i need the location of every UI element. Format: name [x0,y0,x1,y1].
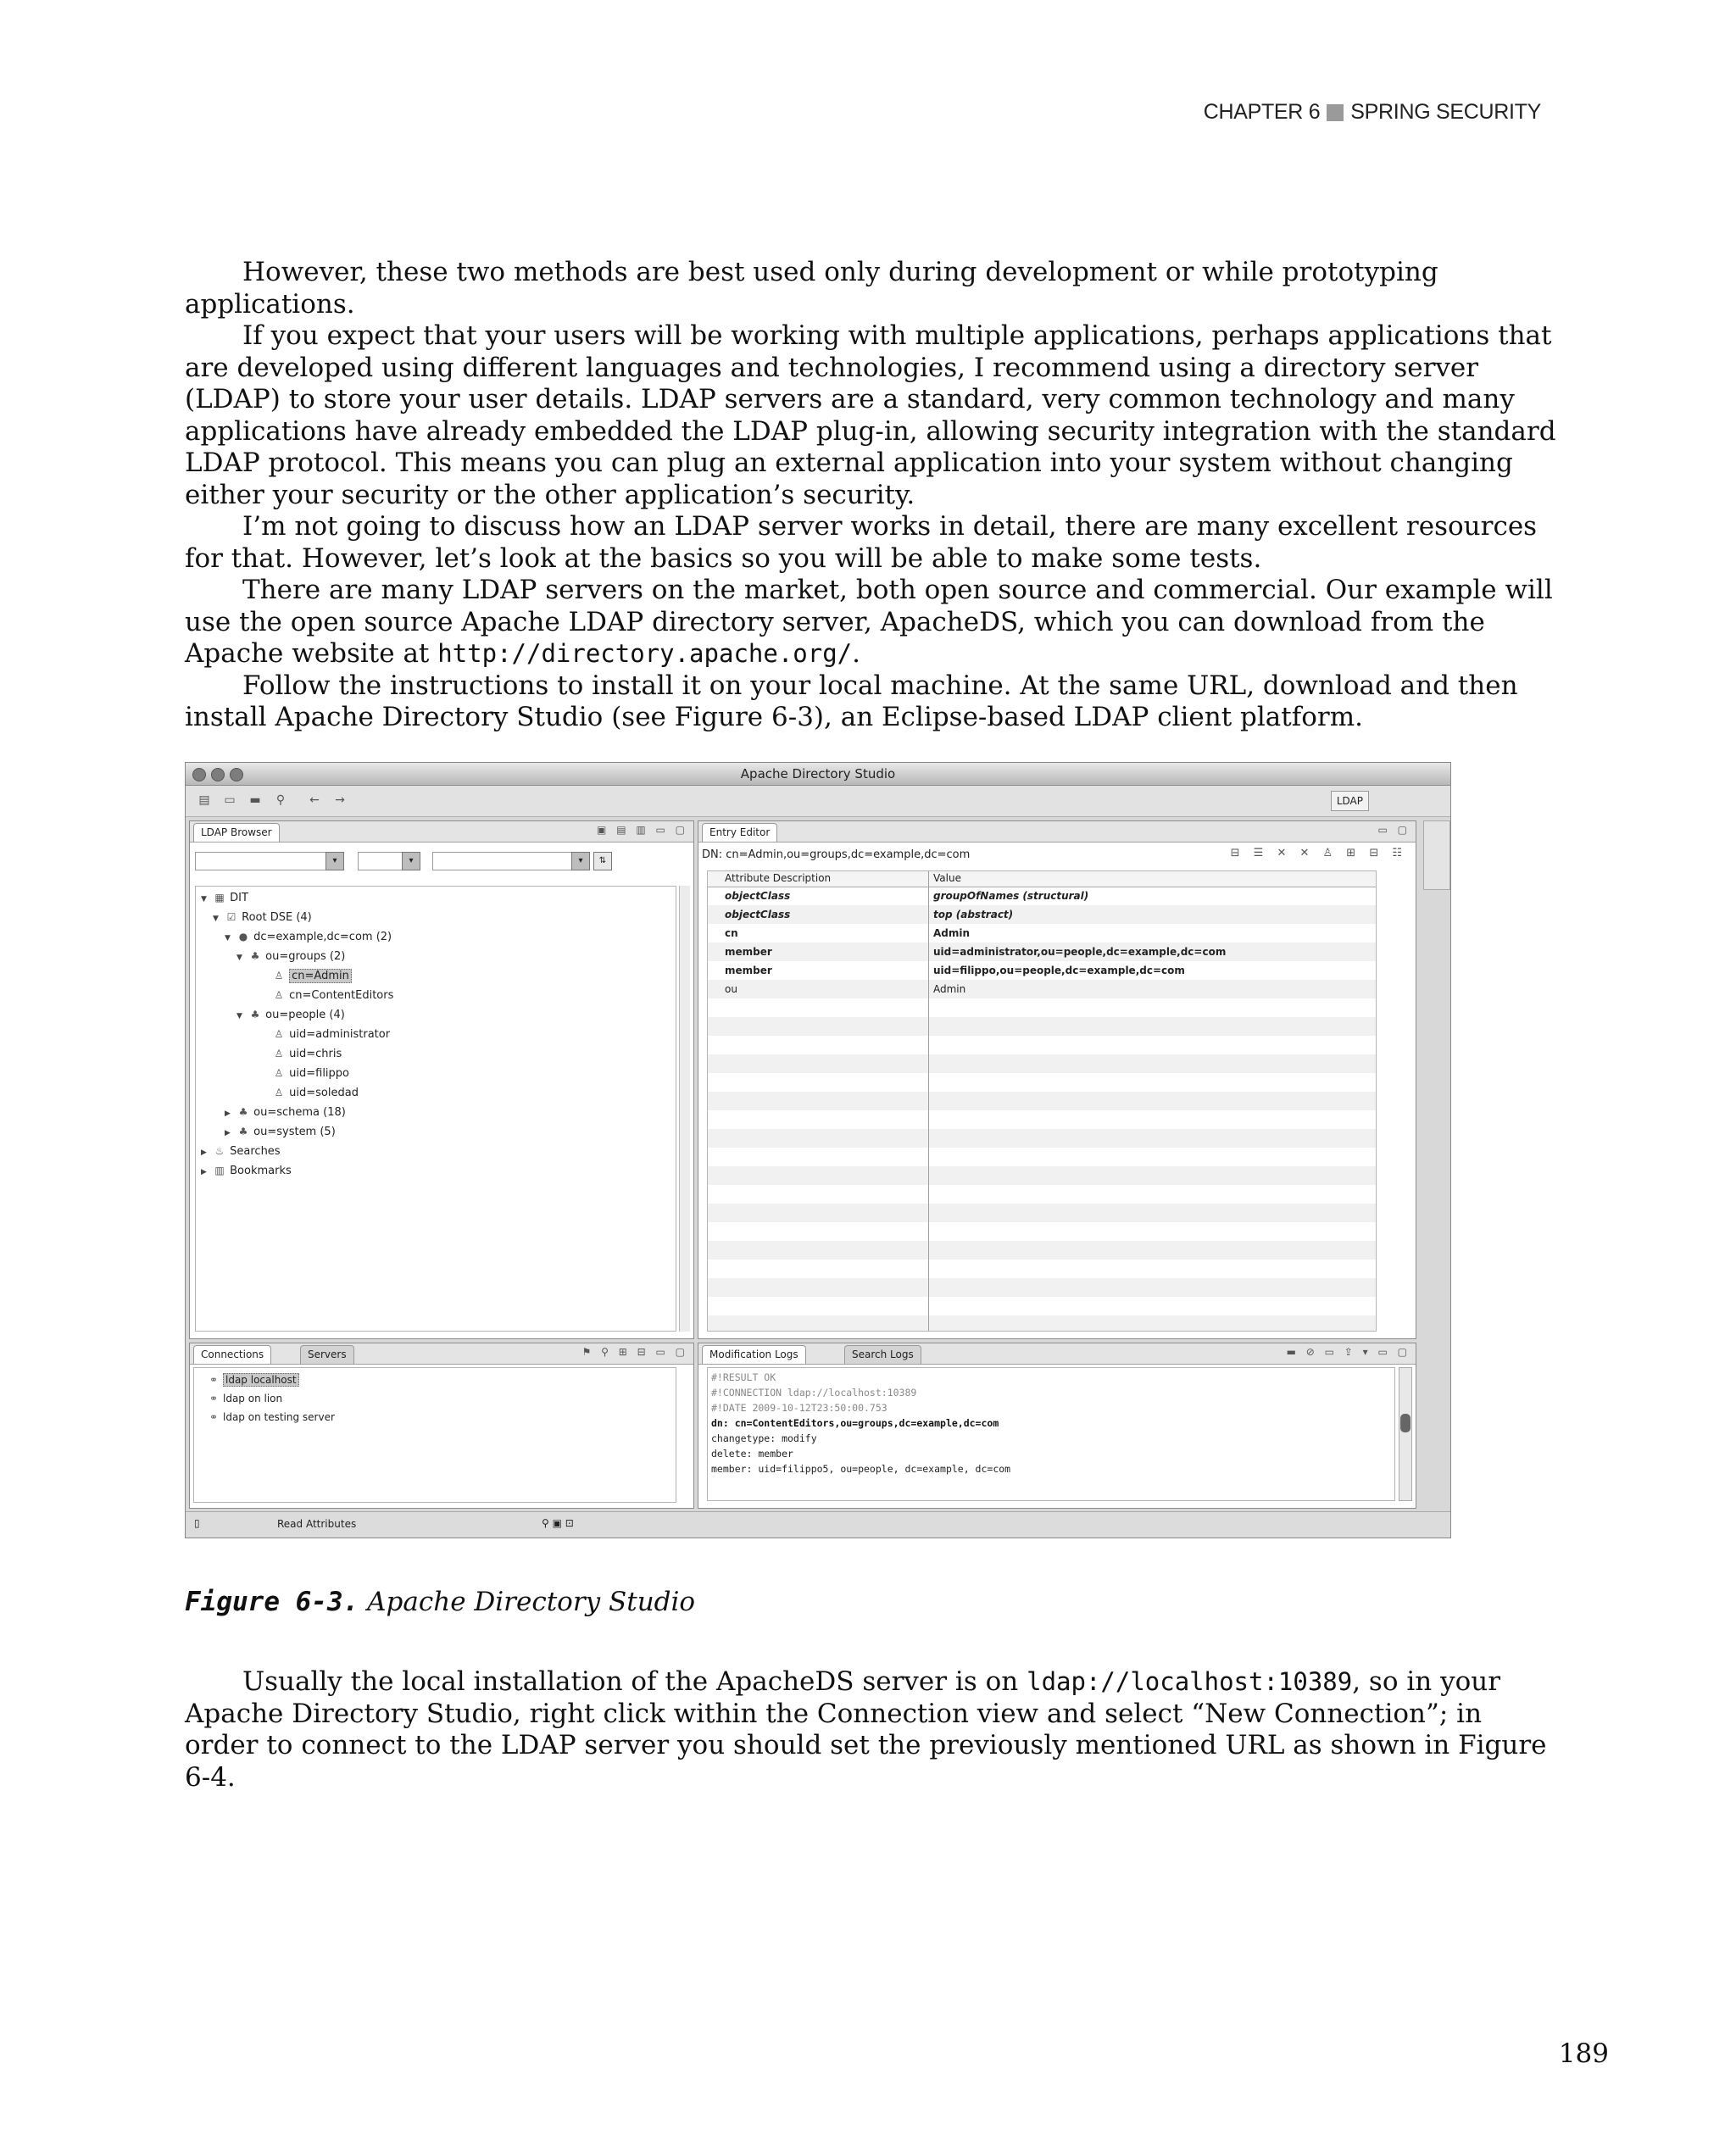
tree-node[interactable] [260,1085,359,1100]
attribute-value: Admin [933,983,966,995]
figure-label: Figure 6-3. [185,1587,359,1617]
attribute-value: uid=filippo,ou=people,dc=example,dc=com [933,965,1185,976]
entry-icon: ♣ [238,1106,248,1118]
progress-icon[interactable]: ⚲ ▣ ⊡ [542,1517,574,1529]
tab-modification-logs[interactable]: Modification Logs [702,1345,806,1364]
connection-icon: ⚭ [209,1374,219,1386]
paragraph-5: Follow the instructions to install it on your local machine. At the same URL, download and then install Apache Directory Studio (see Figure 6-3), an Eclipse-based LDAP client platform. [185,670,1518,732]
attribute-value: uid=administrator,ou=people,dc=example,dc=com [933,946,1227,958]
expand-icon[interactable]: ▶ [201,1168,207,1176]
view-controls-icon[interactable]: ▬ ⊘ ▭ ⇪ ▾ ▭ ▢ [1286,1346,1410,1358]
column-header[interactable]: Value [933,872,961,884]
tree-node[interactable] [260,968,352,983]
tree-node[interactable] [201,890,248,905]
paragraph-6-end: , so in your Apache Directory Studio, right click within the Connection view and select “New Connection”; in order to connect to the LDAP server you should set the previously mentioned URL as shown in Figure 6-4. [185,1666,1547,1793]
chevron-down-icon[interactable]: ▾ [326,852,344,870]
figure-screenshot [185,762,1451,1538]
log-view [707,1367,1395,1501]
attribute-value: top (abstract) [933,909,1014,920]
attribute-name: ou [725,983,737,995]
attribute-name: objectClass [725,890,791,902]
page-number: 189 [1558,2038,1609,2069]
view-controls-icon[interactable]: ▭ ▢ [1377,824,1410,836]
collapse-icon[interactable]: ▼ [236,1012,242,1020]
attribute-value: groupOfNames (structural) [933,890,1089,902]
log-scroll-thumb[interactable] [1400,1414,1410,1432]
log-scrollbar[interactable] [1399,1367,1412,1501]
connection-icon: ⚭ [209,1393,219,1404]
entry-icon: ♙ [274,1087,284,1098]
window-controls [192,768,243,781]
figure-caption [185,1587,695,1617]
ldap-browser-tabrow [190,821,693,842]
log-line: #!RESULT OK [711,1371,776,1383]
expand-icon[interactable]: ▶ [225,1109,231,1118]
view-controls-icon[interactable]: ▣ ▤ ▥ ▭ ▢ [597,824,688,836]
entry-icon: ♣ [250,1009,260,1020]
log-line: changetype: modify [711,1432,817,1444]
expand-icon[interactable]: ▶ [201,1148,207,1157]
connection-item[interactable] [209,1409,335,1426]
print-icon[interactable]: ▬ [249,793,261,807]
save-icon[interactable]: ▭ [224,793,236,807]
log-line: dn: cn=ContentEditors,ou=groups,dc=example,dc=com [711,1417,999,1429]
log-line: delete: member [711,1448,793,1460]
entry-icon: ♙ [274,1028,284,1040]
tree-node-label: Bookmarks [230,1165,292,1177]
tree-node[interactable] [225,929,392,944]
attribute-name: member [725,965,772,976]
apache-url: http://directory.apache.org/ [437,639,853,668]
search-icon[interactable]: ⚲ [275,793,286,807]
tree-node-label: Root DSE (4) [242,911,312,924]
logs-panel [698,1343,1416,1509]
editor-toolbar-icons[interactable]: ⊟ ☰ ✕ ✕ ♙ ⊞ ⊟ ☷ [1230,847,1407,859]
paragraph-3: I’m not going to discuss how an LDAP server works in detail, there are many excellent resources for that. However, let’s look at the basics so you will be able to make some tests. [185,511,1538,574]
entry-icon: ♙ [274,1048,284,1059]
connections-tabrow [190,1343,693,1365]
paragraph-1: However, these two methods are best used only during development or while prototyping applications. [185,257,1438,320]
entry-icon: ♣ [238,1126,248,1137]
tree-node[interactable] [225,1104,346,1120]
tab-servers[interactable]: Servers [300,1345,354,1364]
tree-node[interactable] [213,909,312,925]
connection-item[interactable] [209,1371,299,1388]
tree-node[interactable] [225,1124,336,1139]
collapse-icon[interactable]: ▼ [236,954,242,962]
paragraph-2: If you expect that your users will be working with multiple applications, perhaps applications that are developed using different languages and technologies, I recommend using a directory server (LDAP) to store your user details. LDAP servers are a standard, very common technology and many applications have already embedded the LDAP plug-in, allowing security integration with the standard LDAP protocol. This means you can plug an external application into your system without changing either your security or the other application’s security. [185,320,1556,510]
tree-scrollbar[interactable] [679,886,690,1332]
paragraph-4-end: . [852,638,860,669]
paragraph-6 [185,1666,1562,1793]
log-line: member: uid=filippo5, ou=people, dc=example, dc=com [711,1463,1011,1475]
entry-icon: ▦ [214,892,225,904]
connection-label: ldap on testing server [223,1411,335,1423]
paragraph-6-text: Usually the local installation of the ApacheDS server is on [242,1666,1027,1697]
entry-icon: ♙ [274,1067,284,1079]
filter-input-3[interactable] [432,852,588,870]
status-text: Read Attributes [277,1518,357,1530]
view-controls-icon[interactable]: ⚑ ⚲ ⊞ ⊟ ▭ ▢ [581,1346,688,1358]
value-column [928,871,1376,1331]
tree-node[interactable] [260,1046,342,1061]
ldap-browser-panel [189,820,694,1339]
tree-node-label: uid=filippo [289,1067,350,1080]
tab-connections[interactable]: Connections [193,1345,271,1364]
section-label: SPRING SECURITY [1350,100,1541,124]
tree-node-label: uid=soledad [289,1087,359,1099]
running-header [1204,100,1541,125]
connections-panel [189,1343,694,1509]
logs-tabrow [698,1343,1416,1365]
attribute-column [708,871,929,1331]
paragraph-4 [185,575,1562,670]
filter-row [195,852,688,870]
status-icon: ▯ [194,1517,200,1529]
ldap-tree [195,886,676,1332]
entry-editor-tabrow [698,821,1416,842]
new-icon[interactable]: ▤ [198,793,210,807]
close-window-button[interactable] [192,768,206,781]
figure-title: Apache Directory Studio [367,1587,696,1617]
tree-node[interactable] [260,1026,390,1042]
body-bottom [185,1666,1562,1793]
header-separator [1327,104,1344,121]
attribute-name: cn [725,927,738,939]
connection-label: ldap on lion [223,1393,283,1404]
tree-node-label: ou=system (5) [253,1126,336,1138]
tree-node-label: DIT [230,892,248,904]
connection-list [193,1367,676,1503]
attribute-value: Admin [933,927,971,939]
filter-input-1[interactable] [195,852,342,870]
sort-icon[interactable]: ⇅ [593,852,612,870]
collapse-icon[interactable]: ▼ [225,934,231,943]
entry-icon: ♙ [274,970,284,982]
collapse-icon[interactable]: ▼ [201,895,207,904]
chapter-label: CHAPTER 6 [1203,100,1321,124]
tree-node[interactable] [236,948,345,964]
tree-node[interactable] [201,1163,292,1178]
entry-icon: ♣ [250,950,260,962]
tree-node[interactable] [260,987,393,1003]
attribute-name: objectClass [725,909,791,920]
tree-node[interactable] [236,1007,345,1022]
tree-node[interactable] [201,1143,281,1159]
connection-item[interactable] [209,1390,282,1407]
entry-icon: ♙ [274,989,284,1001]
tree-node-label: Searches [230,1145,281,1158]
tree-node-label: cn=Admin [289,969,352,983]
tree-node[interactable] [260,1065,349,1081]
side-toolbar[interactable] [1423,820,1450,890]
tree-node-label: uid=administrator [289,1028,391,1041]
tab-entry-editor[interactable]: Entry Editor [702,823,777,842]
tree-node-label: ou=schema (18) [253,1106,346,1119]
body-top [185,257,1562,734]
connection-label: ldap localhost [223,1373,299,1387]
status-bar [186,1511,1450,1538]
tree-node-label: dc=example,dc=com (2) [253,931,392,943]
back-icon[interactable]: ← [309,793,320,807]
connection-icon: ⚭ [209,1411,219,1423]
entry-icon: ▥ [214,1165,225,1176]
ldap-perspective-button[interactable]: LDAP [1331,791,1369,811]
window-title: Apache Directory Studio [740,766,896,781]
chevron-down-icon[interactable]: ▾ [402,852,420,870]
attribute-table [707,870,1377,1332]
column-header[interactable]: Attribute Description [725,872,832,884]
log-line: #!CONNECTION ldap://localhost:10389 [711,1387,917,1399]
tree-node-label: cn=ContentEditors [289,989,394,1002]
zoom-window-button[interactable] [230,768,243,781]
entry-icon: ☑ [226,911,236,923]
dn-label: DN: cn=Admin,ou=groups,dc=example,dc=com [702,848,971,861]
collapse-icon[interactable]: ▼ [213,915,219,923]
forward-icon[interactable]: → [335,793,345,807]
tree-node-label: uid=chris [289,1048,342,1060]
main-toolbar [186,786,1450,817]
entry-editor-panel [698,820,1416,1339]
entry-icon: ♨ [214,1145,225,1157]
minimize-window-button[interactable] [211,768,225,781]
tab-search-logs[interactable]: Search Logs [844,1345,921,1364]
entry-icon: ● [238,931,248,943]
ldap-url: ldap://localhost:10389 [1027,1667,1353,1696]
tree-node-label: ou=people (4) [265,1009,345,1021]
chevron-down-icon[interactable]: ▾ [571,852,590,870]
window-titlebar [186,763,1450,786]
attribute-name: member [725,946,772,958]
log-line: #!DATE 2009-10-12T23:50:00.753 [711,1402,887,1414]
tree-node-label: ou=groups (2) [265,950,346,963]
paragraph-4-text: There are many LDAP servers on the market, both open source and commercial. Our example will use the open source Apache LDAP directory server, ApacheDS, which you can download from the Apache website at [185,575,1553,669]
expand-icon[interactable]: ▶ [225,1129,231,1137]
tab-ldap-browser[interactable]: LDAP Browser [193,823,280,842]
